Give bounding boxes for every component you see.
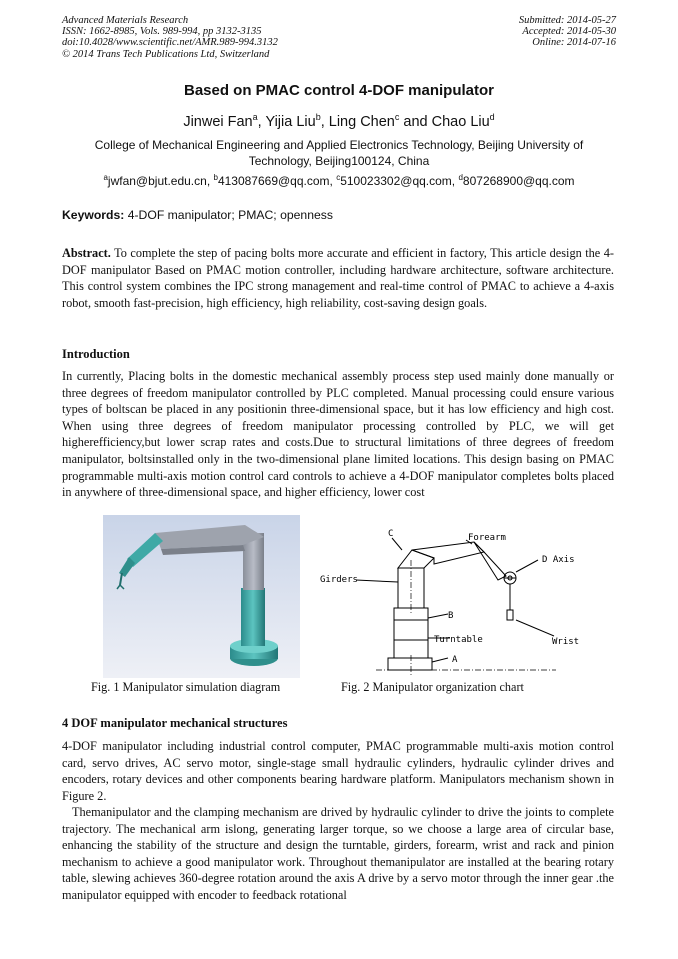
- author-mark: d: [489, 112, 495, 122]
- accepted-date: Accepted: 2014-05-30: [522, 26, 616, 38]
- label-d-axis: D Axis: [542, 555, 575, 565]
- journal-issn: ISSN: 1662-8985, Vols. 989-994, pp 3132-3135: [62, 26, 262, 38]
- journal-copyright: © 2014 Trans Tech Publications Ltd, Switzerland: [62, 48, 270, 60]
- email-address: jwfan@bjut.edu.cn,: [107, 174, 214, 188]
- keywords-label: Keywords:: [62, 208, 125, 222]
- abstract: [62, 245, 614, 311]
- keywords-text: 4-DOF manipulator; PMAC; openness: [124, 208, 333, 222]
- fig1-caption: Fig. 1 Manipulator simulation diagram: [91, 680, 281, 694]
- email-mark: a: [103, 173, 108, 182]
- email-list: [0, 173, 678, 188]
- abstract-text: To complete the step of pacing bolts more accurate and efficient in factory, This article design the 4-DOF manipulator Based on PMAC motion controller, including hardware architecture, software architecture. This control system combines the IPC strong management and real-time control of PMAC to achieve a 4-axis robot, smooth fast-precision, high efficiency, high reliability, cost-saving design goals.: [62, 246, 614, 310]
- manipulator-organization-chart: [316, 520, 586, 678]
- author-mark: a: [252, 112, 258, 122]
- email-mark: b: [213, 173, 218, 182]
- journal-header-left: [62, 15, 278, 60]
- abstract-label: Abstract.: [62, 246, 111, 260]
- paper-title: Based on PMAC control 4-DOF manipulator: [183, 82, 495, 99]
- label-forearm: Forearm: [468, 533, 506, 543]
- author-name: Chao Liu: [431, 114, 490, 130]
- author-separator: ,: [257, 114, 266, 130]
- section4-paragraph-2: Themanipulator and the clamping mechanism are drived by hydraulic cylinder to drive the joints to complete trajectory. The mechanical arm islong, generating larger torque, so we choose a large area of circular base, enhancing the stability of the structure and design the turntable, girders, forearm, wrist and rack and pinion mechanism to achieve a good manipulator work. Throughout themanipulator are installed at the bearing rotary table, slewing achieves 360-degree rotation around the axis A drive by a servo motor through the inner gear .the manipulator equipped with encoder to feedback rotational: [62, 805, 614, 902]
- intro-paragraph: In currently, Placing bolts in the domestic mechanical assembly process step used mainly done manually or three degrees of freedom manipulator controlled by PLC completed. Manual processing could ensure various types of boltscan be placed in any positionin three-dimensional space, but it has low efficiency and high cost. When using three degrees of freedom manipulator processing controlled by PLC, we will get higherefficiency,but lower scrap rates and costs.Due to structural limitations of three degrees of freedom manipulator, boltsinstalled only in the two-dimensional plane limited locations. This design basing on PMAC programmable multi-axis motion control card controls to achieve a 4-DOF manipulator completes bolts placed in anywhere of three-dimensional space, and higher efficiency, lower cost: [62, 369, 614, 500]
- manipulator-simulation-figure: [103, 515, 300, 678]
- label-c: C: [388, 529, 394, 539]
- keywords: [62, 208, 333, 222]
- author-list: [0, 112, 678, 130]
- author-separator: ,: [320, 114, 329, 130]
- affiliation: College of Mechanical Engineering and Applied Electronics Technology, Beijing University of Technology, Beijing100124, China: [94, 138, 584, 168]
- author-name: Jinwei Fan: [183, 114, 253, 130]
- email-address: 510023302@qq.com,: [340, 174, 459, 188]
- email-mark: d: [458, 173, 463, 182]
- section4-heading: 4 DOF manipulator mechanical structures: [62, 716, 288, 730]
- email-address: 807268900@qq.com: [462, 174, 575, 188]
- submitted-date: Submitted: 2014-05-27: [518, 15, 616, 26]
- author-mark: b: [315, 112, 321, 122]
- email-mark: c: [336, 173, 341, 182]
- journal-header-right: [519, 15, 616, 49]
- journal-doi: doi:10.4028/www.scientific.net/AMR.989-994.3132: [62, 37, 278, 49]
- label-a: A: [452, 655, 458, 665]
- author-conjunction: and: [399, 114, 432, 130]
- section4-paragraph-1: 4-DOF manipulator including industrial control computer, PMAC programmable multi-axis motion control card, servo drives, AC servo motor, single-stage small hydraulic cylinders, hydraulic cylinder drives and encoders, rotary devices and other components bearing hardware platform. Manipulators mechanism shown in Figure 2.: [62, 739, 614, 803]
- author-name: Yijia Liu: [265, 114, 316, 130]
- author-name: Ling Chen: [328, 114, 395, 130]
- online-date: Online: 2014-07-16: [532, 37, 616, 49]
- label-girders: Girders: [320, 575, 358, 585]
- label-b: B: [448, 611, 454, 621]
- journal-name: Advanced Materials Research: [62, 15, 189, 26]
- email-address: 413087669@qq.com,: [217, 174, 337, 188]
- intro-heading: Introduction: [62, 347, 130, 361]
- label-wrist: Wrist: [552, 637, 580, 647]
- label-turntable: Turntable: [434, 635, 483, 645]
- author-mark: c: [394, 112, 400, 122]
- fig2-caption: Fig. 2 Manipulator organization chart: [341, 680, 524, 694]
